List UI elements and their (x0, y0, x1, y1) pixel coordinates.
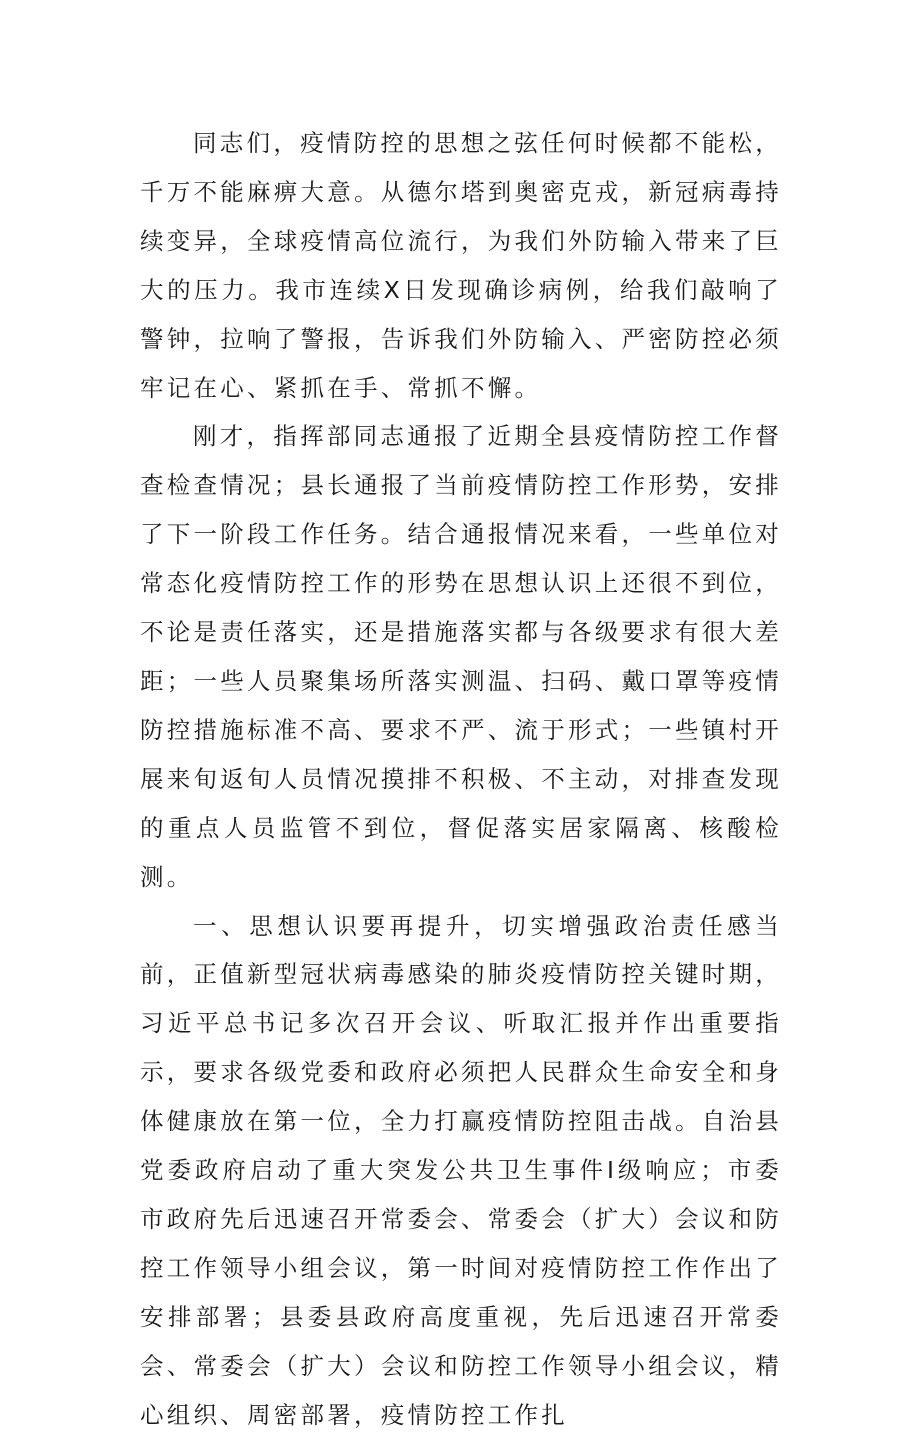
document-body (140, 119, 782, 1439)
paragraph-1: 同志们，疫情防控的思想之弦任何时候都不能松，千万不能麻痹大意。从德尔塔到奥密克戎，新冠病毒持续变异，全球疫情高位流行，为我们外防输入带来了巨大的压力。我市连续X日发现确诊病例，给我们敲响了警钟，拉响了警报，告诉我们外防输入、严密防控必须牢记在心、紧抓在手、常抓不懈。 (140, 119, 782, 412)
paragraph-3: 一、思想认识要再提升，切实增强政治责任感当前，正值新型冠状病毒感染的肺炎疫情防控关键时期，习近平总书记多次召开会议、听取汇报并作出重要指示，要求各级党委和政府必须把人民群众生命安全和身体健康放在第一位，全力打赢疫情防控阻击战。自治县党委政府启动了重大突发公共卫生事件Ⅰ级响应；市委市政府先后迅速召开常委会、常委会（扩大）会议和防控工作领导小组会议，第一时间对疫情防控工作作出了安排部署；县委县政府高度重视，先后迅速召开常委会、常委会（扩大）会议和防控工作领导小组会议，精心组织、周密部署，疫情防控工作扎 (140, 902, 782, 1439)
paragraph-2: 刚才，指挥部同志通报了近期全县疫情防控工作督查检查情况；县长通报了当前疫情防控工作形势，安排了下一阶段工作任务。结合通报情况来看，一些单位对常态化疫情防控工作的形势在思想认识上还很不到位，不论是责任落实，还是措施落实都与各级要求有很大差距；一些人员聚集场所落实测温、扫码、戴口罩等疫情防控措施标准不高、要求不严、流于形式；一些镇村开展来旬返旬人员情况摸排不积极、不主动，对排查发现的重点人员监管不到位，督促落实居家隔离、核酸检测。 (140, 412, 782, 901)
